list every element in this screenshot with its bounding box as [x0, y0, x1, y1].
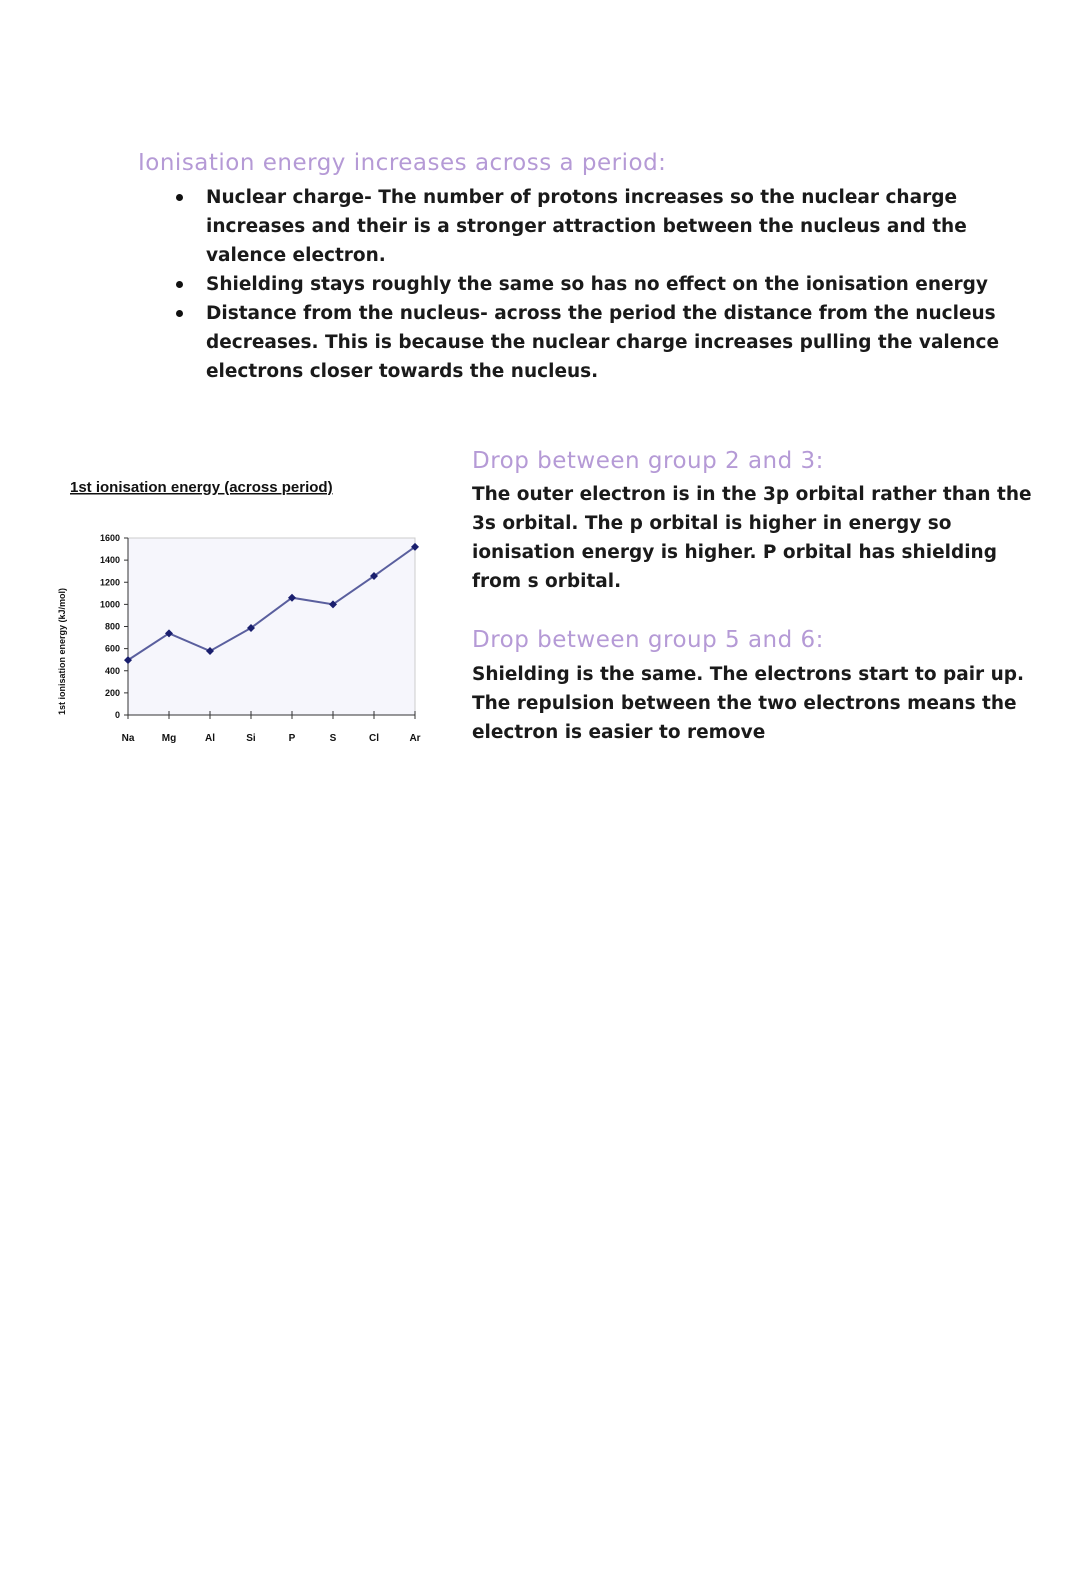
y-tick-label: 200: [104, 687, 120, 698]
x-tick-label: P: [288, 733, 296, 744]
group5-6-explanation: Shielding is the same. The electrons start to pair up. The repulsion between the two electrons means the electron is easier to remove: [472, 664, 1025, 743]
bullet-shielding: Shielding stays roughly the same so has no effect on the ionisation energy: [170, 270, 1020, 299]
x-tick-label: Si: [246, 733, 256, 744]
y-tick-label: 600: [104, 643, 120, 654]
section-heading-group5-6: Drop between group 5 and 6:: [472, 627, 824, 653]
ionisation-energy-chart: [50, 470, 460, 760]
bullet-nuclear-charge: Nuclear charge- The number of protons increases so the nuclear charge increases and their is a stronger attraction between the nucleus and the valence electron.: [170, 183, 1020, 270]
section-heading-group2-3: Drop between group 2 and 3:: [472, 448, 824, 474]
section-heading-trend: Ionisation energy increases across a period:: [138, 150, 667, 176]
y-tick-label: 1000: [99, 599, 120, 610]
x-tick-label: Al: [205, 733, 215, 744]
y-tick-label: 800: [104, 621, 120, 632]
y-tick-label: 400: [104, 665, 120, 676]
trend-bullet-list: [170, 183, 1020, 386]
x-tick-label: S: [329, 733, 337, 744]
x-tick-label: Mg: [161, 733, 177, 744]
y-tick-label: 1400: [99, 555, 120, 566]
y-tick-label: 1600: [99, 533, 120, 543]
y-tick-label: 0: [114, 710, 120, 720]
group2-3-explanation: The outer electron is in the 3p orbital rather than the 3s orbital. The p orbital is higher in energy so ionisation energy is higher. P orbital has shielding from s orbital.: [472, 484, 1032, 592]
y-axis-label: 1st ionisation energy (kJ/mol): [57, 587, 67, 715]
bullet-distance: Distance from the nucleus- across the period the distance from the nucleus decreases. This is because the nuclear charge increases pulling the valence electrons closer towards the nucleus.: [170, 299, 1020, 386]
chart-title: 1st ionisation energy (across period): [70, 479, 333, 496]
y-tick-label: 1200: [99, 577, 120, 588]
x-tick-label: Na: [121, 733, 135, 744]
x-tick-label: Cl: [369, 733, 379, 744]
x-tick-label: Ar: [409, 733, 421, 744]
plot-area: [128, 538, 415, 715]
